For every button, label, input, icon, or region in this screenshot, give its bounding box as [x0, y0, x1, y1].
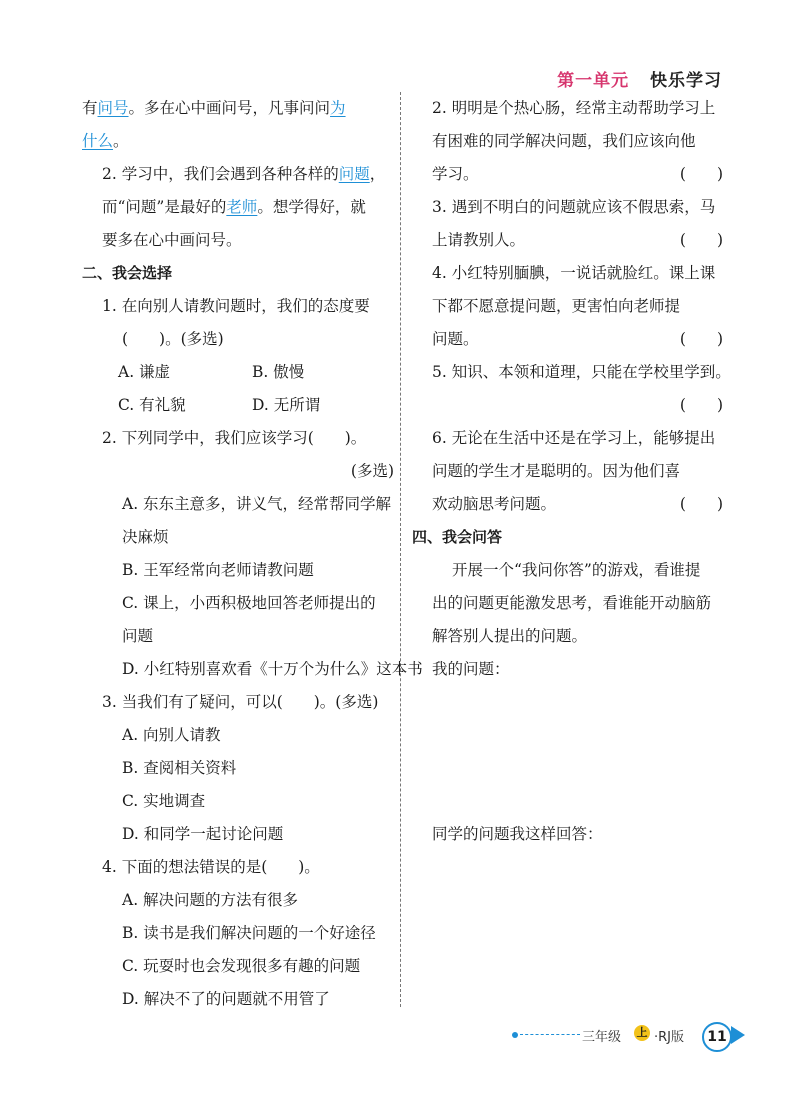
- judge-line: 2. 明明是个热心肠，经常主动帮助学习上: [432, 99, 716, 117]
- judge-line: 6. 无论在生活中还是在学习上，能够提出: [432, 429, 716, 447]
- answer-word: 问题: [338, 165, 370, 183]
- option: 问题: [122, 627, 154, 645]
- text-line: 有问号。多在心中画问号，凡事问问为: [82, 99, 346, 117]
- option: B. 傲慢: [252, 363, 305, 381]
- option: C. 实地调查: [122, 792, 206, 810]
- right-column: [412, 92, 731, 851]
- answer-word: 问号: [97, 99, 129, 117]
- option: D. 小红特别喜欢看《十万个为什么》这本书: [122, 660, 423, 678]
- arrow-right-icon: [731, 1026, 745, 1044]
- option: C. 玩耍时也会发现很多有趣的问题: [122, 957, 361, 975]
- intro-line: 解答别人提出的问题。: [432, 627, 588, 645]
- volume-badge: 上: [634, 1025, 650, 1041]
- answer-space[interactable]: [412, 686, 727, 818]
- judge-line: 问题的学生才是聪明的。因为他们喜: [432, 462, 681, 480]
- judge-line: 学习。 ( ): [412, 158, 727, 191]
- answer-parentheses: ( ): [679, 330, 723, 348]
- edition-label: ·RJ版: [654, 1030, 684, 1045]
- unit-title: 快乐学习: [650, 71, 722, 91]
- section-heading: 四、我会问答: [412, 528, 503, 546]
- grade-label: 三年级: [582, 1030, 622, 1045]
- my-question-label: 我的问题：: [432, 660, 510, 678]
- answer-parentheses: ( ): [679, 396, 723, 414]
- question-stem: 2. 下列同学中，我们应该学习( )。: [102, 429, 367, 447]
- option: D. 和同学一起讨论问题: [122, 825, 284, 843]
- judge-line: 下都不愿意提问题，更害怕向老师提: [432, 297, 681, 315]
- option-row: [82, 389, 394, 422]
- text-line: 而“问题”是最好的老师。想学得好，就: [102, 198, 366, 216]
- footer-dot-icon: [512, 1032, 518, 1038]
- question-stem: 3. 当我们有了疑问，可以( )。(多选): [102, 693, 379, 711]
- option: A. 解决问题的方法有很多: [122, 891, 299, 909]
- question-stem: ( )。(多选): [122, 330, 224, 348]
- judge-line: [412, 389, 727, 422]
- option: D. 解决不了的问题就不用管了: [122, 990, 330, 1008]
- answer-parentheses: ( ): [679, 231, 723, 249]
- answer-parentheses: ( ): [679, 495, 723, 513]
- unit-label: 第一单元: [557, 71, 630, 91]
- option: C. 课上，小西积极地回答老师提出的: [122, 594, 376, 612]
- option: A. 向别人请教: [122, 726, 221, 744]
- text-line: 要多在心中画问号。: [102, 231, 242, 249]
- answer-word: 老师: [226, 198, 258, 216]
- judge-line: 上请教别人。 ( ): [412, 224, 727, 257]
- left-column: [82, 92, 423, 1016]
- option: A. 谦虚: [118, 363, 171, 381]
- judge-line: 问题。 ( ): [412, 323, 727, 356]
- judge-line: 4. 小红特别腼腆，一说话就脸红。课上课: [432, 264, 716, 282]
- intro-line: 开展一个“我问你答”的游戏，看谁提: [452, 561, 701, 579]
- judge-line: 有困难的同学解决问题，我们应该向他: [432, 132, 696, 150]
- answer-label: 同学的问题我这样回答：: [432, 825, 603, 843]
- judge-line: 欢动脑思考问题。 ( ): [412, 488, 727, 521]
- page-number: 11: [702, 1022, 732, 1052]
- text-line: 什么。: [82, 132, 129, 150]
- option: B. 查阅相关资料: [122, 759, 237, 777]
- option: B. 王军经常向老师请教问题: [122, 561, 314, 579]
- option: 决麻烦: [122, 528, 169, 546]
- page-footer: [512, 1024, 746, 1046]
- answer-word: 为: [330, 99, 346, 117]
- question-note: (多选): [350, 462, 394, 480]
- option: A. 东东主意多，讲义气，经常帮同学解: [122, 495, 392, 513]
- option: B. 读书是我们解决问题的一个好途径: [122, 924, 376, 942]
- option: D. 无所谓: [252, 396, 321, 414]
- footer-dash-line: [520, 1034, 580, 1035]
- option: C. 有礼貌: [118, 396, 186, 414]
- judge-line: 3. 遇到不明白的问题就应该不假思索，马: [432, 198, 716, 216]
- answer-word: 什么: [82, 132, 114, 150]
- page-header: [557, 66, 722, 91]
- option-row: [82, 356, 394, 389]
- column-divider: [400, 92, 401, 1007]
- intro-line: 出的问题更能激发思考，看谁能开动脑筋: [432, 594, 712, 612]
- judge-line: 5. 知识、本领和道理，只能在学校里学到。: [432, 363, 731, 381]
- section-heading: 二、我会选择: [82, 264, 173, 282]
- question-stem: 1. 在向别人请教问题时，我们的态度要: [102, 297, 370, 315]
- question-stem: 4. 下面的想法错误的是( )。: [102, 858, 320, 876]
- answer-parentheses: ( ): [679, 165, 723, 183]
- text-line: 2. 学习中，我们会遇到各种各样的问题，: [102, 165, 386, 183]
